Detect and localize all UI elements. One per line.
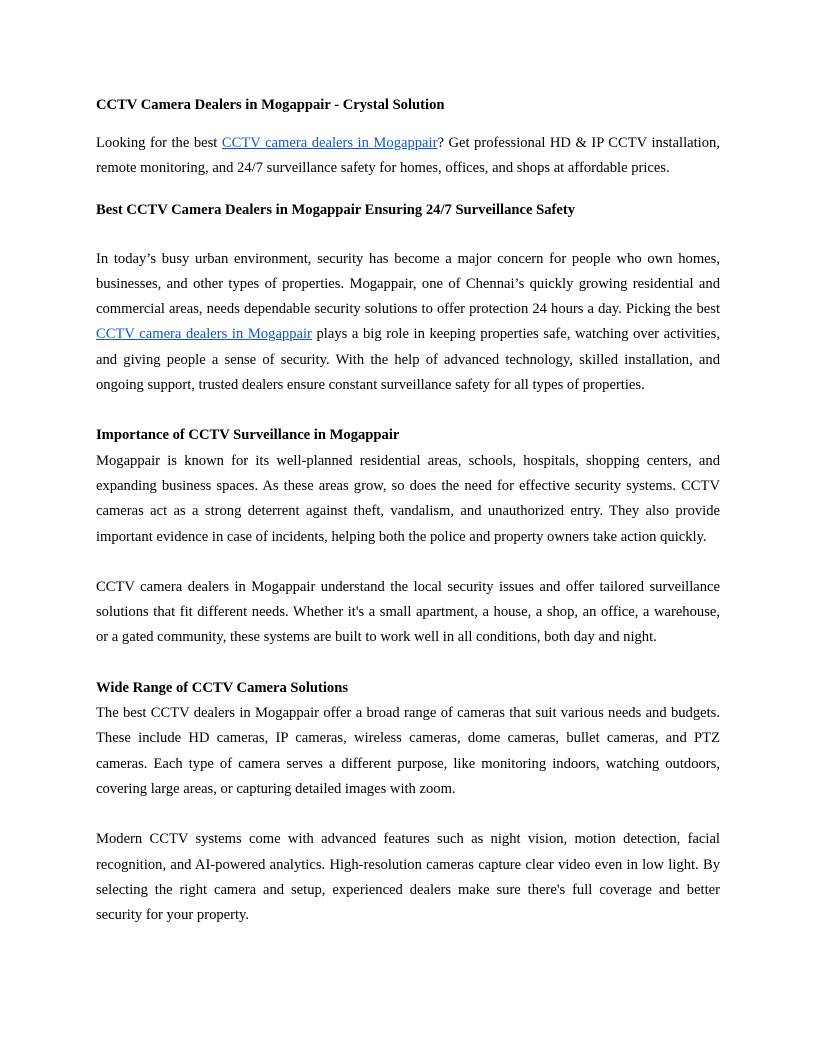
intro-text-after: ? Get professional HD & IP CCTV installation, remote monitoring, and 24/7 surveillance safety for homes, offices, and shops at affordable prices. — [96, 135, 720, 177]
section-heading-importance: Importance of CCTV Surveillance in Mogappair — [96, 427, 400, 444]
intro-paragraph — [96, 131, 720, 182]
intro-dealers-link[interactable]: CCTV camera dealers in Mogappair — [221, 135, 438, 151]
document-title: CCTV Camera Dealers in Mogappair - Crystal Solution — [96, 97, 445, 113]
main-heading: Best CCTV Camera Dealers in Mogappair Ensuring 24/7 Surveillance Safety — [96, 201, 576, 218]
solutions-paragraph-1: The best CCTV dealers in Mogappair offer a broad range of cameras that suit various needs and budgets. These include HD cameras, IP cameras, wireless cameras, dome cameras, bullet cameras, and PTZ cameras. Each type of camera serves a different purpose, like monitoring indoors, watching outdoors, covering large areas, or capturing detailed images with zoom. — [96, 705, 720, 797]
importance-paragraph-2: CCTV camera dealers in Mogappair understand the local security issues and offer tailored surveillance solutions that fit different needs. Whether it's a small apartment, a house, a shop, an office, a warehouse, or a gated community, these systems are built to work well in all conditions, both day and night. — [96, 578, 720, 646]
intro-text-before: Looking for the best — [96, 135, 222, 151]
section-heading-solutions: Wide Range of CCTV Camera Solutions — [96, 679, 349, 696]
overview-text-before: In today’s busy urban environment, security has become a major concern for people who own homes, businesses, and other types of properties. Mogappair, one of Chennai’s quickly growing residential and commercial areas, needs dependable security solutions to offer protection 24 hours a day. Picking the best — [96, 250, 720, 318]
overview-text-after: plays a big role in keeping properties safe, watching over activities, and giving people a sense of security. With the help of advanced technology, skilled installation, and ongoing support, trusted dealers ensure constant surveillance safety for all types of properties. — [96, 326, 720, 394]
document-page — [96, 94, 720, 928]
overview-paragraph — [96, 247, 720, 399]
overview-dealers-link[interactable]: CCTV camera dealers in Mogappair — [96, 326, 312, 343]
importance-paragraph-1: Mogappair is known for its well-planned residential areas, schools, hospitals, shopping centers, and expanding business spaces. As these areas grow, so does the need for effective security systems. CCTV cameras act as a strong deterrent against theft, vandalism, and unauthorized entry. They also provide important evidence in case of incidents, helping both the police and property owners take action quickly. — [96, 452, 720, 545]
solutions-paragraph-2: Modern CCTV systems come with advanced features such as night vision, motion detection, facial recognition, and AI-powered analytics. High-resolution cameras capture clear video even in low light. By selecting the right camera and setup, experienced dealers make sure there's full coverage and better security for your property. — [96, 831, 720, 924]
